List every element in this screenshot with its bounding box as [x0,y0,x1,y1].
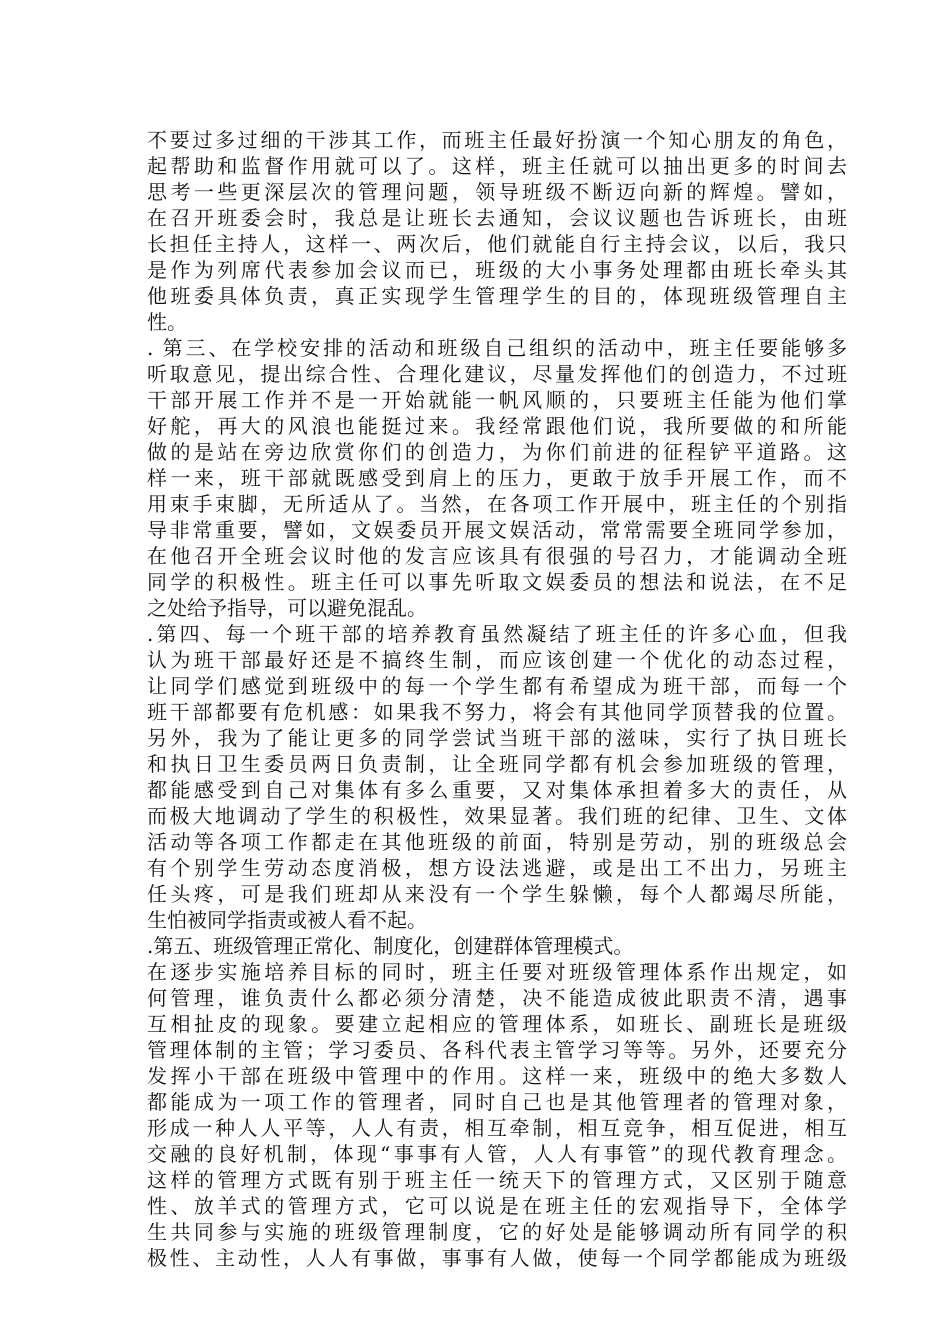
text-line: 不要过多过细的干涉其工作，而班主任最好扮演一个知心朋友的角色， [147,128,847,152]
text-line: 认为班干部最好还是不搞终生制，而应该创建一个优化的动态过程， [147,648,847,672]
text-line: 好舵，再大的风浪也能挺过来。我经常跟他们说，我所要做的和所能 [147,414,847,438]
text-line: 做的是站在旁边欣赏你们的创造力，为你们前进的征程铲平道路。这 [147,440,847,464]
text-line: 互相扯皮的现象。要建立起相应的管理体系，如班长、副班长是班级 [147,1012,847,1036]
text-line: 另外，我为了能让更多的同学尝试当班干部的滋味，实行了执日班长 [147,726,847,750]
text-line: 在逐步实施培养目标的同时，班主任要对班级管理体系作出规定，如 [147,960,847,984]
text-line: . 第三、在学校安排的活动和班级自己组织的活动中，班主任要能够多 [147,336,847,360]
text-line: 都能感受到自己对集体有多么重要，又对集体承担着多大的责任，从 [147,778,847,802]
text-line: 他班委具体负责，真正实现学生管理学生的目的，体现班级管理自主 [147,284,847,308]
text-line: 生怕被同学指责或被人看不起。 [147,908,427,932]
text-line: 导非常重要，譬如，文娱委员开展文娱活动，常常需要全班同学参加， [147,518,847,542]
text-line: 活动等各项工作都走在其他班级的前面，特别是劳动，别的班级总会 [147,830,847,854]
text-line: 长担任主持人，这样一、两次后，他们就能自行主持会议，以后，我只 [147,232,847,256]
text-line: 管理体制的主管；学习委员、各科代表主管学习等等。另外，还要充分 [147,1038,847,1062]
text-line: 在召开班委会时，我总是让班长去通知，会议议题也告诉班长，由班 [147,206,847,230]
text-line: 是作为列席代表参加会议而已，班级的大小事务处理都由班长牵头其 [147,258,847,282]
body-text [147,127,847,1271]
text-line: 何管理，谁负责什么都必须分清楚，决不能造成彼此职责不清，遇事 [147,986,847,1010]
text-line: 和执日卫生委员两日负责制，让全班同学都有机会参加班级的管理， [147,752,847,776]
text-line: .第四、每一个班干部的培养教育虽然凝结了班主任的许多心血，但我 [147,622,847,646]
text-line: 极性、主动性，人人有事做，事事有人做，使每一个同学都能成为班级 [147,1246,847,1270]
text-line: 起帮助和监督作用就可以了。这样，班主任就可以抽出更多的时间去 [147,154,847,178]
text-line: 这样的管理方式既有别于班主任一统天下的管理方式，又区别于随意 [147,1168,847,1192]
text-line: 干部开展工作并不是一开始就能一帆风顺的，只要班主任能为他们掌 [147,388,847,412]
text-line: 之处给予指导，可以避免混乱。 [147,596,427,620]
text-line: 让同学们感觉到班级中的每一个学生都有希望成为班干部，而每一个 [147,674,847,698]
text-line: 任头疼，可是我们班却从来没有一个学生躲懒，每个人都竭尽所能， [147,882,847,906]
text-line: 有个别学生劳动态度消极，想方设法逃避，或是出工不出力，另班主 [147,856,847,880]
text-line: 形成一种人人平等，人人有责，相互牵制，相互竞争，相互促进，相互 [147,1116,847,1140]
text-line: 生共同参与实施的班级管理制度，它的好处是能够调动所有同学的积 [147,1220,847,1244]
text-line: 在他召开全班会议时他的发言应该具有很强的号召力，才能调动全班 [147,544,847,568]
text-line: 而极大地调动了学生的积极性，效果显著。我们班的纪律、卫生、文体 [147,804,847,828]
text-line: 听取意见，提出综合性、合理化建议，尽量发挥他们的创造力，不过班 [147,362,847,386]
text-line: 用束手束脚，无所适从了。当然，在各项工作开展中，班主任的个别指 [147,492,847,516]
text-line: 思考一些更深层次的管理问题，领导班级不断迈向新的辉煌。譬如， [147,180,847,204]
text-line: 性、放羊式的管理方式，它可以说是在班主任的宏观指导下，全体学 [147,1194,847,1218]
text-line: 同学的积极性。班主任可以事先听取文娱委员的想法和说法，在不足 [147,570,847,594]
text-line: 交融的良好机制，体现“事事有人管，人人有事管”的现代教育理念。 [147,1142,847,1166]
text-line: 班干部都要有危机感：如果我不努力，将会有其他同学顶替我的位置。 [147,700,847,724]
text-line: .第五、班级管理正常化、制度化，创建群体管理模式。 [147,934,634,958]
text-line: 发挥小干部在班级中管理中的作用。这样一来，班级中的绝大多数人 [147,1064,847,1088]
text-line: 都能成为一项工作的管理者，同时自己也是其他管理者的管理对象， [147,1090,847,1114]
text-line: 性。 [147,310,187,334]
text-line: 样一来，班干部就既感受到肩上的压力，更敢于放手开展工作，而不 [147,466,847,490]
